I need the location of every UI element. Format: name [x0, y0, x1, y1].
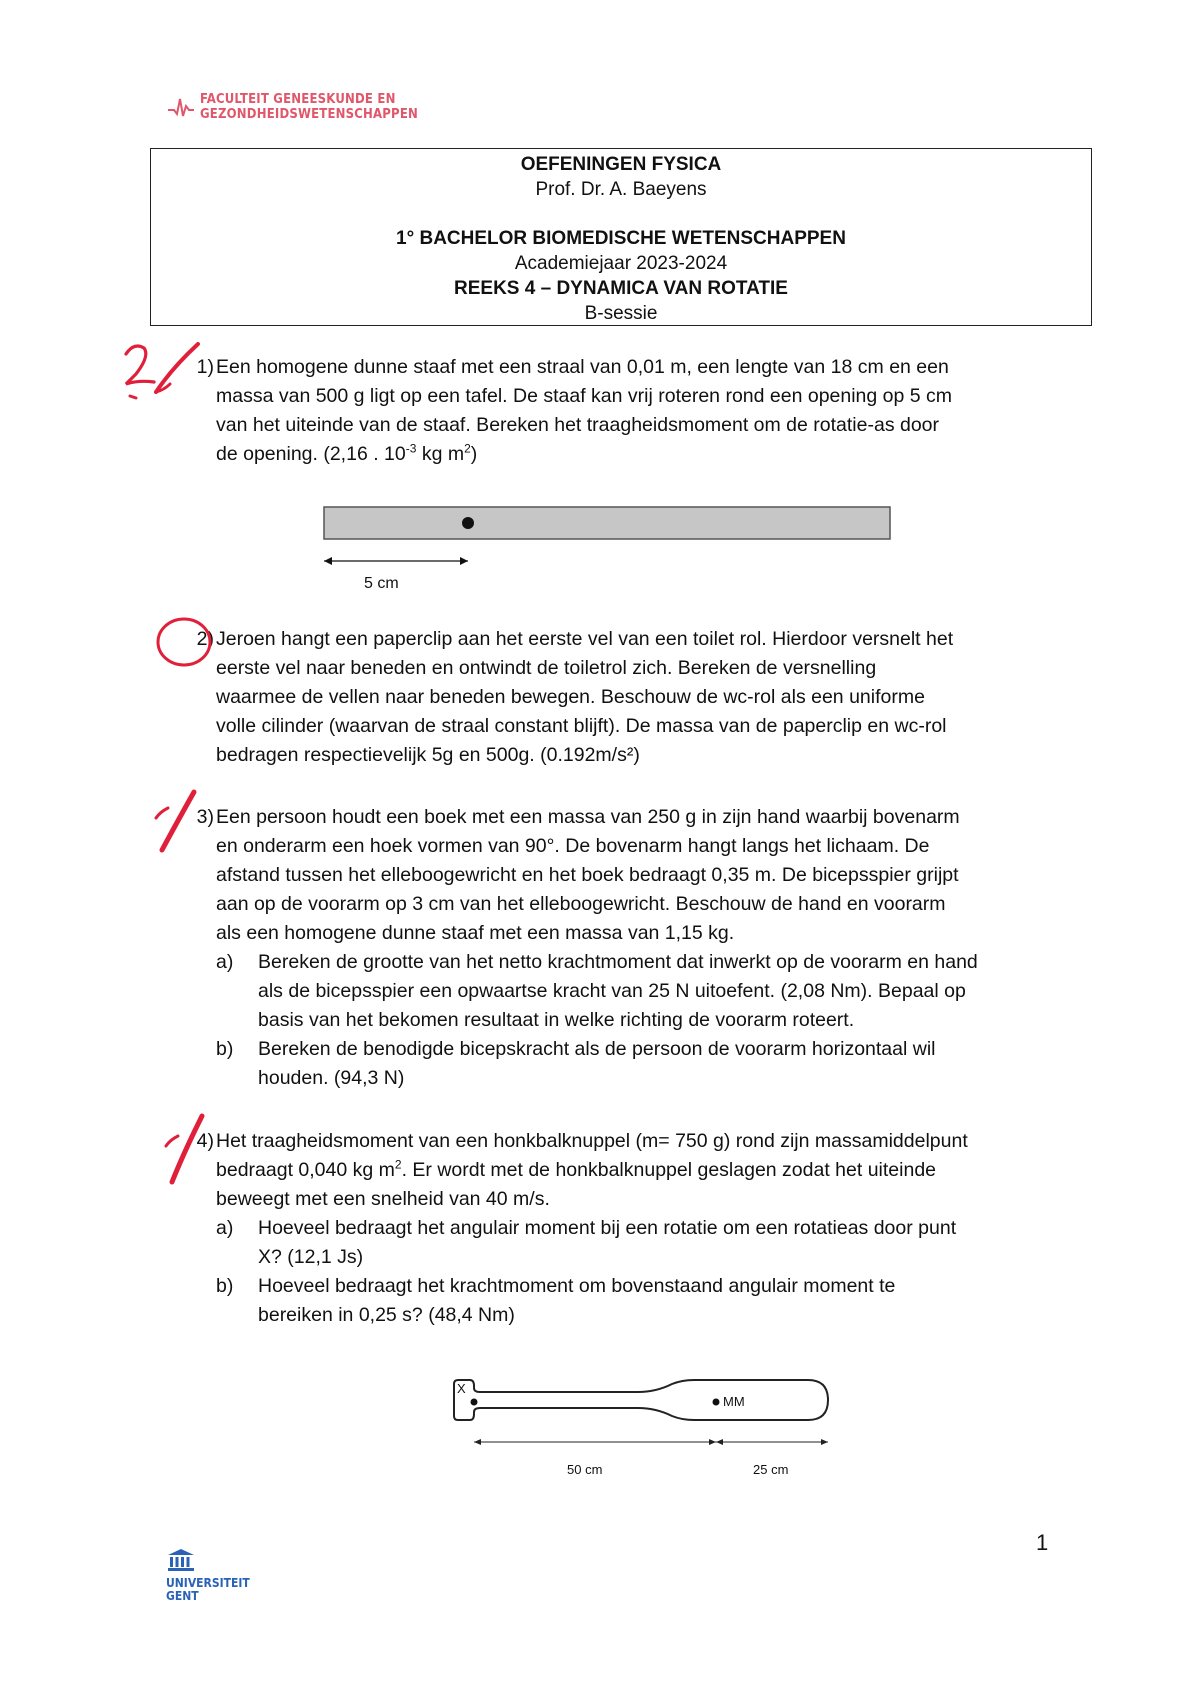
q4a-line: X? (12,1 Js) [258, 1246, 364, 1268]
series-title: REEKS 4 – DYNAMICA VAN ROTATIE [454, 278, 788, 299]
heartbeat-icon [168, 96, 194, 118]
bat-outline [454, 1380, 828, 1420]
point-mm-dot [713, 1399, 720, 1406]
q1-line: massa van 500 g ligt op een tafel. De staaf kan vrij roteren rond een opening op 5 cm [216, 385, 953, 407]
q4b-line: Hoeveel bedraagt het krachtmoment om bovenstaand angulair moment te [258, 1275, 896, 1297]
q3b-text [258, 1035, 1058, 1093]
faculty-logo [168, 92, 418, 122]
q1-text [216, 353, 1058, 469]
faculty-logo-line1: FACULTEIT GENEESKUNDE EN [200, 92, 396, 107]
university-logo [166, 1548, 250, 1603]
q4-line: bedraagt 0,040 kg $m^2$. Er wordt met de honkbalknuppel geslagen zodat het uiteinde [216, 1157, 937, 1181]
q3b-line: Bereken de benodigde bicepskracht als de persoon de voorarm horizontaal wil [258, 1038, 936, 1060]
q4b-label: b) [216, 1275, 234, 1297]
faculty-logo-line2: GEZONDHEIDSWETENSCHAPPEN [200, 107, 418, 122]
q3b-line: houden. (94,3 N) [258, 1067, 405, 1089]
q1-line: de opening. (2,16 . $10^{-3}$ kg $m^2$) [216, 441, 478, 465]
academic-year: Academiejaar 2023-2024 [514, 253, 728, 274]
q3-line: en onderarm een hoek vormen van 90°. De bovenarm hangt langs het lichaam. De [216, 835, 930, 857]
q3-number: 3) [196, 806, 214, 828]
pivot-point [462, 517, 474, 529]
q4-number: 4) [196, 1130, 214, 1152]
dist-50-label: 50 cm [567, 1462, 603, 1477]
point-x-label: X [457, 1381, 466, 1396]
point-x-dot [471, 1399, 478, 1406]
q2-line: volle cilinder (waarvan de straal constant blijft). De massa van de paperclip en wc-rol [216, 715, 947, 737]
q3a-text [258, 948, 1058, 1035]
q2-line: waarmee de vellen naar beneden bewegen. Beschouw de wc-rol als een uniforme [216, 686, 925, 708]
q4a-label: a) [216, 1217, 234, 1239]
q4a-line: Hoeveel bedraagt het angulair moment bij een rotatie om een rotatieas door punt [258, 1217, 957, 1239]
program: 1° BACHELOR BIOMEDISCHE WETENSCHAPPEN [396, 228, 846, 249]
q1-line: van het uiteinde van de staaf. Bereken het traagheidsmoment om de rotatie-as door [216, 414, 940, 436]
rod-figure [320, 505, 900, 605]
q3-line: afstand tussen het elleboogewricht en het boek bedraagt 0,35 m. De bicepsspier grijpt [216, 864, 959, 886]
university-logo-line1: UNIVERSITEIT [166, 1576, 250, 1590]
q4-line: Het traagheidsmoment van een honkbalknuppel (m= 750 g) rond zijn massamiddelpunt [216, 1130, 968, 1152]
q2-line: Jeroen hangt een paperclip aan het eerste vel van een toilet rol. Hierdoor versnelt het [216, 628, 954, 650]
q1-line: Een homogene dunne staaf met een straal van 0,01 m, een lengte van 18 cm en een [216, 356, 949, 378]
session: B-sessie [584, 303, 658, 324]
rod [324, 507, 890, 539]
q3a-line: als de bicepsspier een opwaartse kracht van 25 N uitoefent. (2,08 Nm). Bepaal op [258, 980, 966, 1002]
rod-distance-label: 5 cm [364, 575, 399, 592]
professor: Prof. Dr. A. Baeyens [535, 179, 707, 200]
q2-number: 2) [196, 628, 214, 650]
course-title: OEFENINGEN FYSICA [520, 154, 722, 175]
university-logo-line2: GENT [166, 1589, 199, 1603]
q4a-text [258, 1214, 1058, 1272]
header-box [150, 148, 1092, 326]
q4b-text [258, 1272, 1058, 1330]
q4b-line: bereiken in 0,25 s? (48,4 Nm) [258, 1304, 515, 1326]
page-number: 1 [1036, 1530, 1049, 1555]
dist-25-label: 25 cm [753, 1462, 789, 1477]
q4-line: beweegt met een snelheid van 40 m/s. [216, 1188, 550, 1210]
q2-text [216, 625, 1058, 770]
q3a-label: a) [216, 951, 234, 973]
building-icon [166, 1548, 196, 1572]
q1-number: 1) [196, 356, 214, 378]
q3b-label: b) [216, 1038, 234, 1060]
q3-line: Een persoon houdt een boek met een massa van 250 g in zijn hand waarbij bovenarm [216, 806, 960, 828]
point-mm-label: MM [723, 1394, 745, 1409]
q3-line: als een homogene dunne staaf met een massa van 1,15 kg. [216, 922, 735, 944]
q3-line: aan op de voorarm op 3 cm van het elleboogewricht. Beschouw de hand en voorarm [216, 893, 946, 915]
q2-line: bedragen respectievelijk 5g en 500g. (0.192m/s²) [216, 744, 640, 766]
q4-text [216, 1127, 1058, 1214]
q3-text [216, 803, 1058, 948]
q3a-line: Bereken de grootte van het netto krachtmoment dat inwerkt op de voorarm en hand [258, 951, 978, 973]
q3a-line: basis van het bekomen resultaat in welke richting de voorarm roteert. [258, 1009, 855, 1031]
q2-line: eerste vel naar beneden en ontwindt de toiletrol zich. Bereken de versnelling [216, 657, 877, 679]
